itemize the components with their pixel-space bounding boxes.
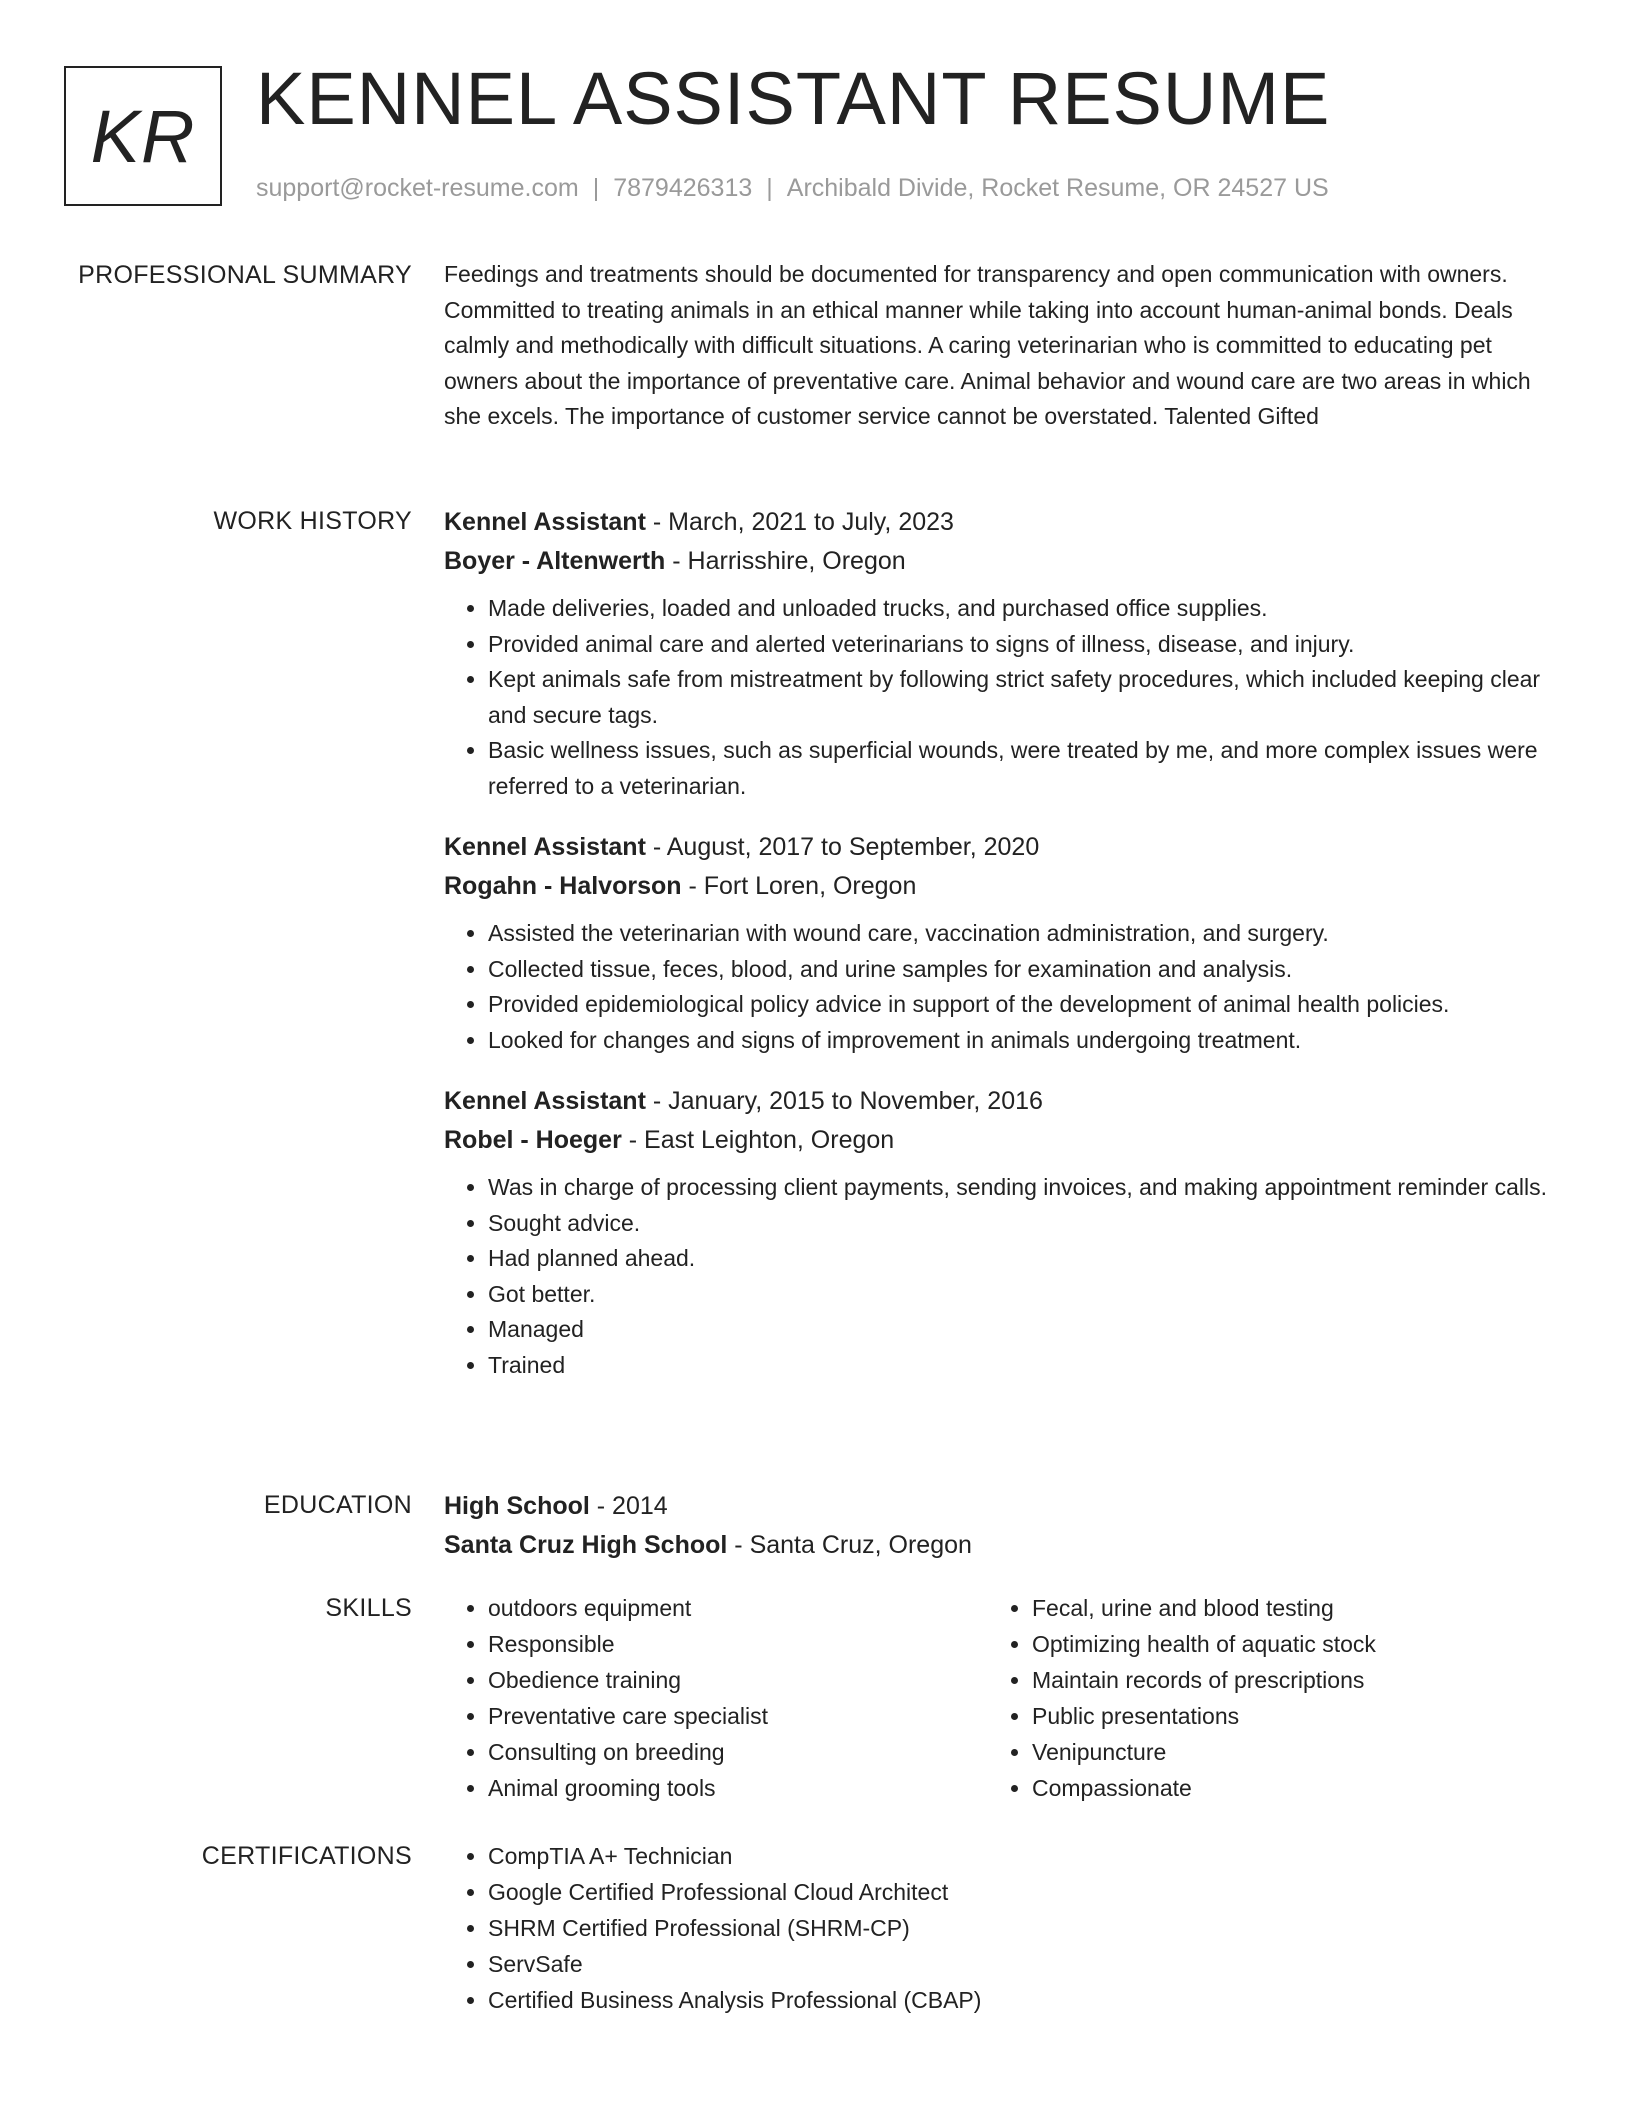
summary-body	[444, 257, 1552, 435]
certification-item: • CompTIA A+ Technician	[488, 1838, 1552, 1874]
education-location: - Santa Cruz, Oregon	[727, 1531, 972, 1559]
job-company: Robel - Hoeger	[444, 1126, 622, 1154]
job-company: Rogahn - Halvorson	[444, 872, 682, 900]
resume-title: KENNEL ASSISTANT RESUME	[256, 57, 1331, 140]
skill-item: • Fecal, urine and blood testing	[1032, 1590, 1532, 1626]
summary-heading: PROFESSIONAL SUMMARY	[78, 261, 412, 289]
job-location: - Fort Loren, Oregon	[681, 872, 917, 900]
job-bullets	[444, 1170, 1552, 1383]
job-title: Kennel Assistant	[444, 833, 646, 861]
job-location: - Harrisshire, Oregon	[665, 547, 906, 575]
work-history-heading: WORK HISTORY	[213, 507, 412, 535]
skill-item: • Maintain records of prescriptions	[1032, 1662, 1532, 1698]
job-dates: - January, 2015 to November, 2016	[645, 1087, 1043, 1115]
job-bullet: • Made deliveries, loaded and unloaded trucks, and purchased office supplies.	[488, 591, 1552, 627]
skill-item: • Compassionate	[1032, 1770, 1532, 1806]
skill-item: • Obedience training	[488, 1662, 988, 1698]
job-company-line	[444, 542, 1552, 581]
skill-item: • Venipuncture	[1032, 1734, 1532, 1770]
certification-item: • Google Certified Professional Cloud Architect	[488, 1874, 1552, 1910]
certifications-list	[444, 1838, 1552, 2018]
job-dates: - March, 2021 to July, 2023	[645, 508, 954, 536]
certifications-body	[444, 1838, 1552, 2018]
work-history-body	[444, 503, 1552, 1407]
job-bullet: • Assisted the veterinarian with wound care, vaccination administration, and surgery.	[488, 916, 1552, 952]
job-entry	[444, 503, 1552, 804]
contact-email[interactable]: support@rocket-resume.com	[256, 174, 579, 202]
job-bullet: • Was in charge of processing client payments, sending invoices, and making appointment reminder calls.	[488, 1170, 1552, 1206]
job-bullets	[444, 916, 1552, 1058]
skills-left-list	[444, 1590, 988, 1806]
job-dates: - August, 2017 to September, 2020	[645, 833, 1040, 861]
job-title-line	[444, 1082, 1552, 1121]
contact-address: Archibald Divide, Rocket Resume, OR 24527 US	[786, 174, 1329, 202]
job-bullet: • Looked for changes and signs of improvement in animals undergoing treatment.	[488, 1023, 1552, 1059]
job-bullet: • Provided epidemiological policy advice in support of the development of animal health policies.	[488, 987, 1552, 1023]
certification-item: • ServSafe	[488, 1946, 1552, 1982]
job-bullets	[444, 591, 1552, 804]
contact-separator: |	[592, 174, 600, 202]
job-company-line	[444, 1121, 1552, 1160]
job-entry	[444, 1082, 1552, 1383]
education-body	[444, 1487, 1552, 1565]
job-location: - East Leighton, Oregon	[621, 1126, 895, 1154]
education-degree-line	[444, 1487, 1552, 1526]
skills-body	[444, 1590, 1552, 1806]
skills-columns	[444, 1590, 1552, 1806]
contact-separator: |	[766, 174, 773, 202]
job-company-line	[444, 867, 1552, 906]
job-title: Kennel Assistant	[444, 508, 646, 536]
contact-line	[256, 174, 1329, 203]
job-title-line	[444, 828, 1552, 867]
education-degree: High School	[444, 1492, 590, 1520]
job-title-line	[444, 503, 1552, 542]
contact-phone[interactable]: 7879426313	[613, 174, 753, 202]
education-year: - 2014	[589, 1492, 668, 1520]
job-bullet: • Collected tissue, feces, blood, and urine samples for examination and analysis.	[488, 952, 1552, 988]
job-bullet: • Had planned ahead.	[488, 1241, 1552, 1277]
job-title: Kennel Assistant	[444, 1087, 646, 1115]
education-school-line	[444, 1526, 1552, 1565]
job-bullet: • Trained	[488, 1348, 1552, 1384]
skill-item: • outdoors equipment	[488, 1590, 988, 1626]
summary-text: Feedings and treatments should be documented for transparency and open communication with owners. Committed to treating animals in an ethical manner while taking into account human-animal bonds. Deals calmly and methodically with difficult situations. A caring veterinarian who is committed to educating pet owners about the importance of preventative care. Animal behavior and wound care are two areas in which she excels. The importance of customer service cannot be overstated. Talented Gifted	[444, 261, 1531, 429]
certification-item: • Certified Business Analysis Professional (CBAP)	[488, 1982, 1552, 2018]
monogram-logo: KR	[64, 66, 222, 206]
job-bullet: • Sought advice.	[488, 1206, 1552, 1242]
job-bullet: • Provided animal care and alerted veterinarians to signs of illness, disease, and injury.	[488, 627, 1552, 663]
skills-heading: SKILLS	[325, 1594, 412, 1622]
certification-item: • SHRM Certified Professional (SHRM-CP)	[488, 1910, 1552, 1946]
skill-item: • Consulting on breeding	[488, 1734, 988, 1770]
job-bullet: • Basic wellness issues, such as superficial wounds, were treated by me, and more complex issues were referred to a veterinarian.	[488, 733, 1552, 804]
skills-right-list	[988, 1590, 1532, 1806]
job-company: Boyer - Altenwerth	[444, 547, 666, 575]
skill-item: • Animal grooming tools	[488, 1770, 988, 1806]
job-bullet: • Kept animals safe from mistreatment by following strict safety procedures, which included keeping clear and secure tags.	[488, 662, 1552, 733]
certifications-heading: CERTIFICATIONS	[201, 1842, 412, 1870]
job-bullet: • Got better.	[488, 1277, 1552, 1313]
skill-item: • Optimizing health of aquatic stock	[1032, 1626, 1532, 1662]
job-bullet: • Managed	[488, 1312, 1552, 1348]
job-entry	[444, 828, 1552, 1058]
skill-item: • Responsible	[488, 1626, 988, 1662]
skill-item: • Preventative care specialist	[488, 1698, 988, 1734]
education-school: Santa Cruz High School	[444, 1531, 728, 1559]
education-heading: EDUCATION	[263, 1491, 412, 1519]
skill-item: • Public presentations	[1032, 1698, 1532, 1734]
